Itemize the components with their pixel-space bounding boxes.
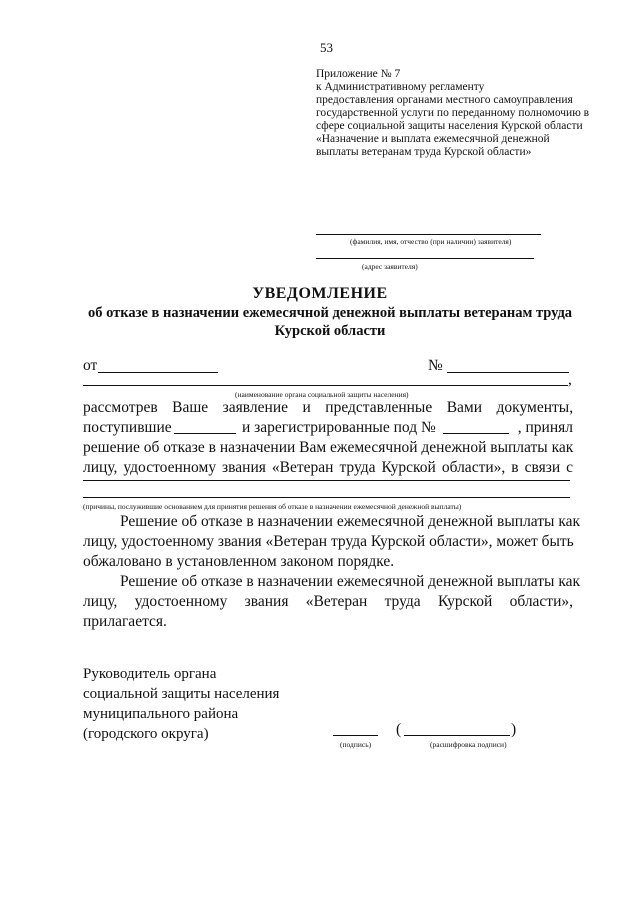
signatory-title (83, 664, 279, 744)
appendix-line: «Назначение и выплата ежемесячной денежной (316, 133, 550, 145)
organization-caption: (наименование органа социальной защиты населения) (235, 390, 409, 399)
appendix-line: сфере социальной защиты населения Курской области (316, 120, 583, 132)
paragraph-3-line-1: Решение об отказе в назначении ежемесячной денежной выплаты как (120, 573, 581, 590)
word: документы, (496, 399, 574, 416)
paragraph-3-line-3: прилагается. (83, 613, 167, 630)
appendix-line: к Административному регламенту (316, 81, 485, 93)
appendix-line: предоставления органами местного самоуправления (316, 94, 573, 106)
word: труда (384, 593, 421, 610)
decoding-close-paren: ) (511, 721, 517, 738)
signatory-line: муниципального района (83, 706, 239, 722)
reasons-line-2[interactable] (83, 497, 570, 498)
word: удостоенному (134, 593, 228, 610)
appendix-line: государственной услуги по переданному полномочию в (316, 107, 590, 119)
reasons-line-1[interactable] (83, 480, 570, 481)
applicant-address-caption: (адрес заявителя) (362, 262, 418, 271)
from-date-line[interactable] (98, 372, 218, 373)
word: представленные (325, 399, 433, 416)
word: Курской (437, 593, 493, 610)
notice-subtitle: об отказе в назначении ежемесячной денежной выплаты ветеранам труда Курской области (87, 305, 573, 339)
applicant-name-caption: (фамилия, имя, отчество (при наличии) заявителя) (350, 237, 512, 246)
signature-line[interactable] (333, 735, 378, 736)
word: области», (509, 593, 574, 610)
word: «Ветеран (305, 593, 368, 610)
paragraph-2-line-1: Решение об отказе в назначении ежемесячной денежной выплаты как (120, 513, 581, 530)
applicant-name-line[interactable] (316, 234, 541, 235)
reasons-caption: (причины, послужившие основанием для принятия решения об отказе в назначении ежемесячной денежной выплаты) (83, 502, 462, 511)
paragraph-1-line-2-end: , принял (517, 419, 573, 436)
paragraph-1-line-2-mid: и зарегистрированные под № (242, 419, 436, 436)
paragraph-2-line-3: обжаловано в установленном законом порядке. (83, 553, 395, 570)
appendix-header (316, 68, 616, 159)
word: и (302, 399, 311, 416)
paragraph-3-line-2 (83, 592, 573, 612)
applicant-address-line[interactable] (316, 258, 534, 259)
decoding-caption: (расшифровка подписи) (430, 740, 507, 749)
word: лицу, (83, 593, 118, 610)
number-label: № (428, 357, 443, 374)
paragraph-1-line-1 (83, 398, 573, 418)
appendix-line: выплаты ветеранам труда Курской области» (316, 146, 532, 158)
word: рассмотрев (83, 399, 158, 416)
word: звания (244, 593, 289, 610)
word: Ваше (172, 399, 209, 416)
from-label: от (83, 357, 98, 374)
signatory-line: (городского округа) (83, 726, 209, 742)
signatory-line: Руководитель органа (83, 666, 217, 682)
paragraph-1-line-3: решение об отказе в назначении Вам ежемесячной денежной выплаты как (83, 439, 574, 456)
word: Вами (446, 399, 483, 416)
signatory-line: социальной защиты населения (83, 686, 280, 702)
paragraph-1-line-4: лицу, удостоенному звания «Ветеран труда Курской области», в связи с (83, 459, 573, 476)
signature-decoding-line[interactable] (404, 735, 510, 736)
word: заявление (222, 399, 289, 416)
number-line[interactable] (447, 372, 569, 373)
paragraph-1-line-2-start: поступившие (83, 419, 172, 436)
trailing-comma: , (568, 371, 572, 388)
decoding-open-paren: ( (396, 721, 402, 738)
registration-number-line[interactable] (443, 433, 509, 434)
paragraph-2-line-2: лицу, удостоенному звания «Ветеран труда Курской области», может быть (83, 533, 574, 550)
signature-caption: (подпись) (340, 740, 372, 749)
received-date-line[interactable] (174, 433, 236, 434)
organization-line[interactable] (83, 385, 568, 386)
appendix-line: Приложение № 7 (316, 68, 401, 80)
notice-title: УВЕДОМЛЕНИЕ (252, 285, 388, 302)
page-number: 53 (320, 40, 333, 55)
